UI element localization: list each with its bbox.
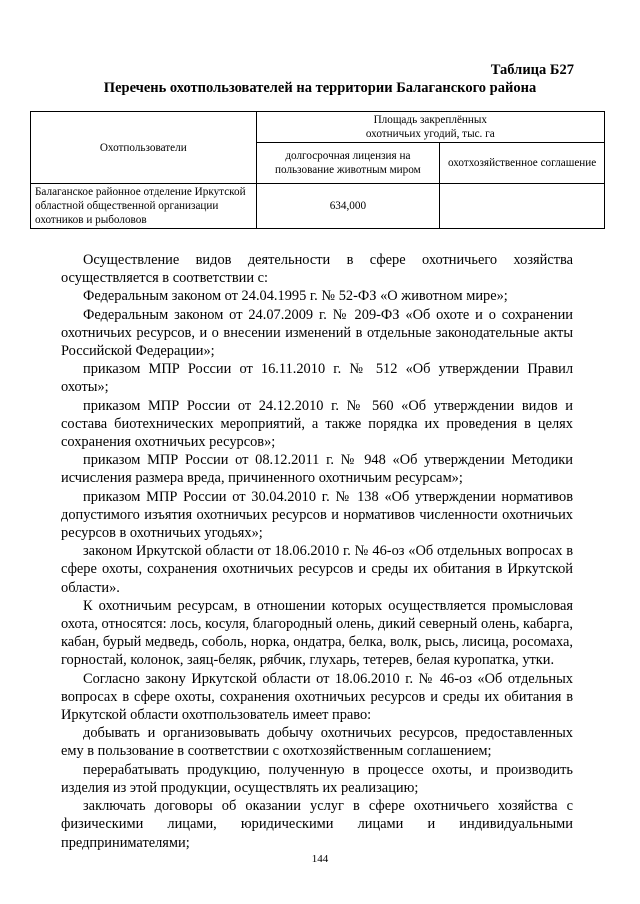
paragraph-order-512: приказом МПР России от 16.11.2010 г. № 512 «Об утверждении Правил охоты»; (61, 361, 573, 396)
table-number: Таблица Б27 (490, 62, 574, 78)
paragraph-right-harvest: добывать и организовывать добычу охотничьих ресурсов, предоставленных ему в пользование в соответствии с охотхозяйственным соглашением; (61, 725, 573, 760)
paragraph-law-52fz: Федеральным законом от 24.04.1995 г. № 52-ФЗ «О животном мире»; (83, 288, 508, 305)
paragraph-regional-law-46oz: законом Иркутской области от 18.06.2010 г. № 46-оз «Об отдельных вопросах в сфере охоты, сохранения охотничьих ресурсов и среды их обитания в Иркутской области». (61, 543, 573, 596)
paragraph-right-processing: перерабатывать продукцию, полученную в процессе охоты, и производить изделия из этой продукции, осуществлять их реализацию; (61, 761, 573, 796)
header-long-term-license: долгосрочная лицензия на пользование животным миром (256, 143, 440, 184)
paragraph-order-948: приказом МПР России от 08.12.2011 г. № 948 «Об утверждении Методики исчисления размера вреда, причиненного охотничьим ресурсам»; (61, 452, 573, 487)
header-area-line1: Площадь закреплённых (373, 114, 487, 126)
header-hunting-agreement: охотхозяйственное соглашение (440, 143, 605, 184)
cell-license-area: 634,000 (256, 184, 440, 229)
paragraph-order-560: приказом МПР России от 24.12.2010 г. № 560 «Об утверждении видов и состава биотехнических мероприятий, а также порядка их проведения в целях сохранения охотничьих ресурсов»; (61, 397, 573, 451)
table-title: Перечень охотпользователей на территории Балаганского района (103, 80, 537, 96)
header-area-line2: охотничьих угодий, тыс. га (365, 128, 495, 140)
page-number: 144 (311, 853, 329, 865)
paragraph-intro: Осуществление видов деятельности в сфере охотничьего хозяйства осуществляется в соответствии с: (61, 252, 573, 287)
paragraph-law-209fz: Федеральным законом от 24.07.2009 г. № 209-ФЗ «Об охоте и о сохранении охотничьих ресурсов, и о внесении изменений в отдельные законодательные акты Российской Федерации»; (61, 306, 573, 360)
table-header-row-1 (31, 112, 605, 143)
cell-agreement-area (440, 184, 605, 229)
paragraph-order-138: приказом МПР России от 30.04.2010 г. № 138 «Об утверждении нормативов допустимого изъятия охотничьих ресурсов и нормативов численности охотничьих ресурсов в охотничьих угодьях»; (61, 488, 573, 542)
header-hunting-users: Охотпользователи (31, 112, 257, 184)
paragraph-hunting-resources: К охотничьим ресурсам, в отношении которых осуществляется промысловая охота, относятся: лось, косуля, благородный олень, дикий северный олень, кабарга, кабан, бурый медведь, соболь, норка, ондатра, белка, волк, рысь, лисица, росомаха, горностай, колонок, заяц-беляк, рябчик, глухарь, тетерев, белая куропатка, утки. (61, 597, 573, 669)
header-area (256, 112, 604, 143)
table-row (31, 184, 605, 229)
paragraph-user-rights-intro: Согласно закону Иркутской области от 18.06.2010 г. № 46-оз «Об отдельных вопросах в сфере охоты, сохранения охотничьих ресурсов и среды их обитания в Иркутской области охотпользователь имеет право: (61, 670, 573, 724)
body-text (61, 251, 573, 852)
hunting-users-table (30, 111, 605, 229)
paragraph-right-contracts: заключать договоры об оказании услуг в сфере охотничьего хозяйства с физическими лицами, юридическими лицами и индивидуальными предпринимателями; (61, 798, 573, 851)
cell-hunting-user: Балаганское районное отделение Иркутской областной общественной организации охотников и рыболовов (31, 184, 257, 229)
